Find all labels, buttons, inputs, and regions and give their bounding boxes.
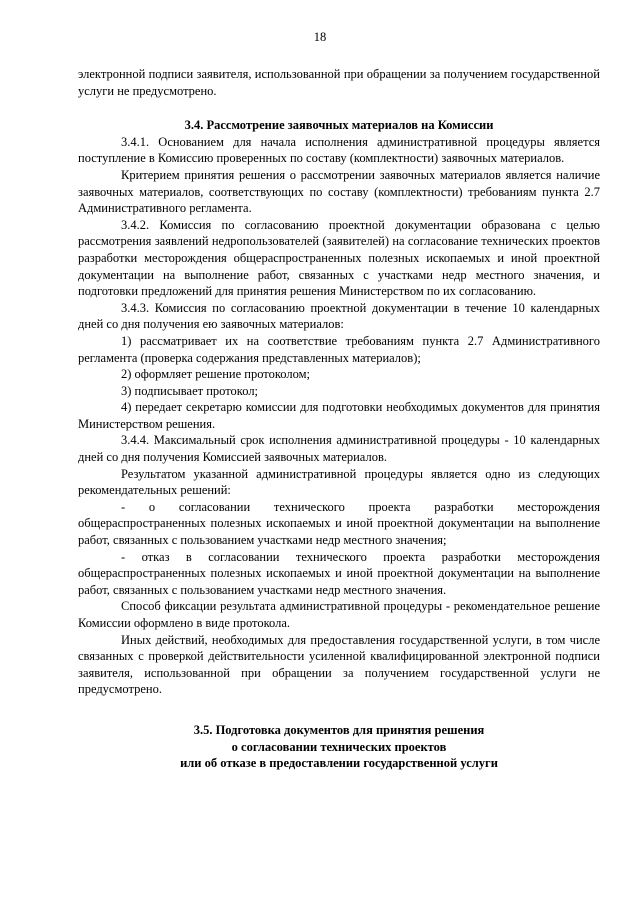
- paragraph-decision-reject: - отказ в согласовании технического проекта разработки месторождения общераспространенных полезных ископаемых и иной проектной документации на выполнение работ, связанных с пользованием участками недр местного значения.: [78, 549, 600, 597]
- section-heading-3-4: 3.4. Рассмотрение заявочных материалов на Комиссии: [184, 118, 494, 133]
- paragraph-criterion: Критерием принятия решения о рассмотрении заявочных материалов является наличие заявочных материалов, соответствующих по составу (комплектности) требованиям пункта 2.7 Административного регламента.: [78, 167, 600, 216]
- paragraph-fixation-method: Способ фиксации результата административной процедуры - рекомендательное решение Комиссии оформлено в виде протокола.: [78, 599, 600, 630]
- section-heading-3-5: [78, 722, 600, 772]
- paragraph-3-4-2: 3.4.2. Комиссия по согласованию проектной документации образована с целью рассмотрения заявлений недропользователей (заявителей) на согласование технических проектов разработки месторождения общераспространенных полезных ископаемых и иной проектной документации на выполнение работ, связанных с участками недр местного значения, и подготовки предложений для принятия решения Министерством по их согласованию.: [78, 217, 600, 299]
- list-item-3: 3) подписывает протокол;: [121, 383, 259, 398]
- list-item-2: 2) оформляет решение протоколом;: [121, 367, 310, 382]
- document-body: [78, 66, 600, 772]
- section-heading-3-5-line3: или об отказе в предоставлении государственной услуги: [180, 756, 498, 771]
- paragraph-continuation: электронной подписи заявителя, использованной при обращении за получением государственной услуги не предусмотрено.: [78, 67, 600, 98]
- paragraph-3-4-1: 3.4.1. Основанием для начала исполнения административной процедуры является поступление в Комиссию проверенных по составу (комплектности) заявочных материалов.: [78, 134, 600, 166]
- list-item-4: 4) передает секретарю комиссии для подготовки необходимых документов для принятия Министерством решения.: [78, 400, 600, 431]
- page-number: 18: [313, 30, 327, 44]
- paragraph-result: Результатом указанной административной процедуры является одно из следующих рекомендательных решений:: [78, 466, 600, 498]
- list-item-1: 1) рассматривает их на соответствие требованиям пункта 2.7 Административного регламента (проверка содержания представленных материалов);: [78, 333, 600, 365]
- paragraph-decision-approve: - о согласовании технического проекта разработки месторождения общераспространенных полезных ископаемых и иной проектной документации на выполнение работ, связанных с пользованием участками недр местного значения;: [78, 499, 600, 548]
- paragraph-other-actions: Иных действий, необходимых для предоставления государственной услуги, в том числе связанных с проверкой действительности усиленной квалифицированной электронной подписи заявителя, использованной при обращении за получением государственной услуги не предусмотрено.: [78, 632, 600, 697]
- section-heading-3-5-line1: 3.5. Подготовка документов для принятия решения: [193, 722, 485, 737]
- paragraph-3-4-3: 3.4.3. Комиссия по согласованию проектной документации в течение 10 календарных дней со дня получения ею заявочных материалов:: [78, 300, 600, 332]
- section-heading-3-5-line2: о согласовании технических проектов: [231, 739, 447, 754]
- paragraph-3-4-4: 3.4.4. Максимальный срок исполнения административной процедуры - 10 календарных дней со дня получения Комиссией заявочных материалов.: [78, 433, 600, 465]
